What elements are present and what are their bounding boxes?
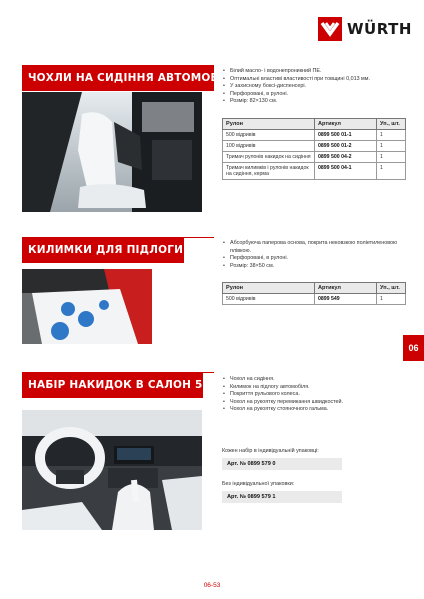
floor-mat-image <box>22 269 152 344</box>
article-number-bulk: Арт. № 0899 579 1 <box>222 491 342 503</box>
feature-item: • Абсорбуюча паперова основа, покрита нековзкою поліетиленовою плівкою. <box>222 240 407 255</box>
col-header-roll: Рулон <box>223 283 315 294</box>
col-header-pack: Уп., шт. <box>377 119 406 130</box>
section-title-text: КИЛИМКИ ДЛЯ ПІДЛОГИ <box>28 244 184 256</box>
car-interior-kit-image <box>22 410 202 530</box>
feature-item: • У захисному боксі-диспенсері. <box>222 83 407 91</box>
col-header-pack: Уп., шт. <box>377 283 406 294</box>
cell-article: 0899 549 <box>315 294 377 305</box>
cell-roll: 500 відривів <box>223 294 315 305</box>
car-seat-cover-image <box>22 92 202 212</box>
cell-roll: 100 відривів <box>223 141 315 152</box>
feature-item: • Чохол на сидіння. <box>222 376 407 384</box>
table-row <box>223 294 406 305</box>
feature-item: • Килимок на підлогу автомобіля. <box>222 384 407 392</box>
seat-covers-photo <box>22 92 202 212</box>
section-title-text: НАБІР НАКИДОК В САЛОН 5В1 <box>28 379 219 391</box>
cell-roll: 500 відривів <box>223 130 315 141</box>
cell-pack: 1 <box>377 130 406 141</box>
interior-kit-features <box>222 376 407 414</box>
feature-item: • Розмір: 38×50 см. <box>222 263 407 271</box>
chapter-tab <box>403 335 424 361</box>
table-row <box>223 163 406 180</box>
cell-roll: Тримач рулонів накидок на сидіння <box>223 152 315 163</box>
table-row <box>223 152 406 163</box>
table-row <box>223 141 406 152</box>
col-header-roll: Рулон <box>223 119 315 130</box>
section-divider <box>184 237 214 238</box>
feature-item: • Чохол на рукоятку стояночного гальма. <box>222 406 407 414</box>
page-number: 06-53 <box>203 582 221 589</box>
section-title-text: ЧОХЛИ НА СИДІННЯ АВТОМОБІЛЯ <box>28 72 241 84</box>
feature-item: • Оптимальні властиві властивості при товщині 0,013 мм. <box>222 76 407 84</box>
brand-name: WÜRTH <box>347 20 412 38</box>
cell-article: 0899 500 01-2 <box>315 141 377 152</box>
feature-item: • Розмір: 82×130 см. <box>222 98 407 106</box>
section-title-seat-covers <box>22 65 241 91</box>
table-header-row <box>223 119 406 130</box>
seat-covers-table <box>222 118 406 180</box>
cell-pack: 1 <box>377 294 406 305</box>
floor-mats-table <box>222 282 406 305</box>
packaging-note-bulk: Без індивідуальної упаковки: <box>222 481 295 487</box>
cell-pack: 1 <box>377 163 406 180</box>
col-header-article: Артикул <box>315 119 377 130</box>
feature-item: • Чохол на рукоятку перемикання швидкостей. <box>222 399 407 407</box>
floor-mats-photo <box>22 269 152 344</box>
floor-mats-features <box>222 240 407 270</box>
section-title-interior-kit <box>22 372 219 398</box>
section-title-floor-mats <box>22 237 184 263</box>
chapter-number: 06 <box>408 343 419 353</box>
cell-article: 0899 500 04-1 <box>315 163 377 180</box>
cell-pack: 1 <box>377 152 406 163</box>
wurth-logo <box>318 17 412 41</box>
feature-item: • Перфоровані, в рулоні. <box>222 91 407 99</box>
cell-article: 0899 500 04-2 <box>315 152 377 163</box>
packaging-note-individual: Кожен набір в індивідуальній упаковці: <box>222 448 319 454</box>
wurth-logo-icon <box>318 17 342 41</box>
feature-item: • Перфоровані, в рулоні. <box>222 255 407 263</box>
feature-item: • Покриття рульового колеса. <box>222 391 407 399</box>
feature-item: • Білий масло- і водонепроникний ПЕ. <box>222 68 407 76</box>
cell-pack: 1 <box>377 141 406 152</box>
table-header-row <box>223 283 406 294</box>
interior-kit-photo <box>22 410 202 530</box>
cell-roll: Тримач килимків і рулонів накидок на сидіння, керма <box>223 163 315 180</box>
seat-covers-features <box>222 68 407 106</box>
table-row <box>223 130 406 141</box>
cell-article: 0899 500 01-1 <box>315 130 377 141</box>
article-number-individual: Арт. № 0899 579 0 <box>222 458 342 470</box>
col-header-article: Артикул <box>315 283 377 294</box>
section-divider <box>203 372 214 373</box>
